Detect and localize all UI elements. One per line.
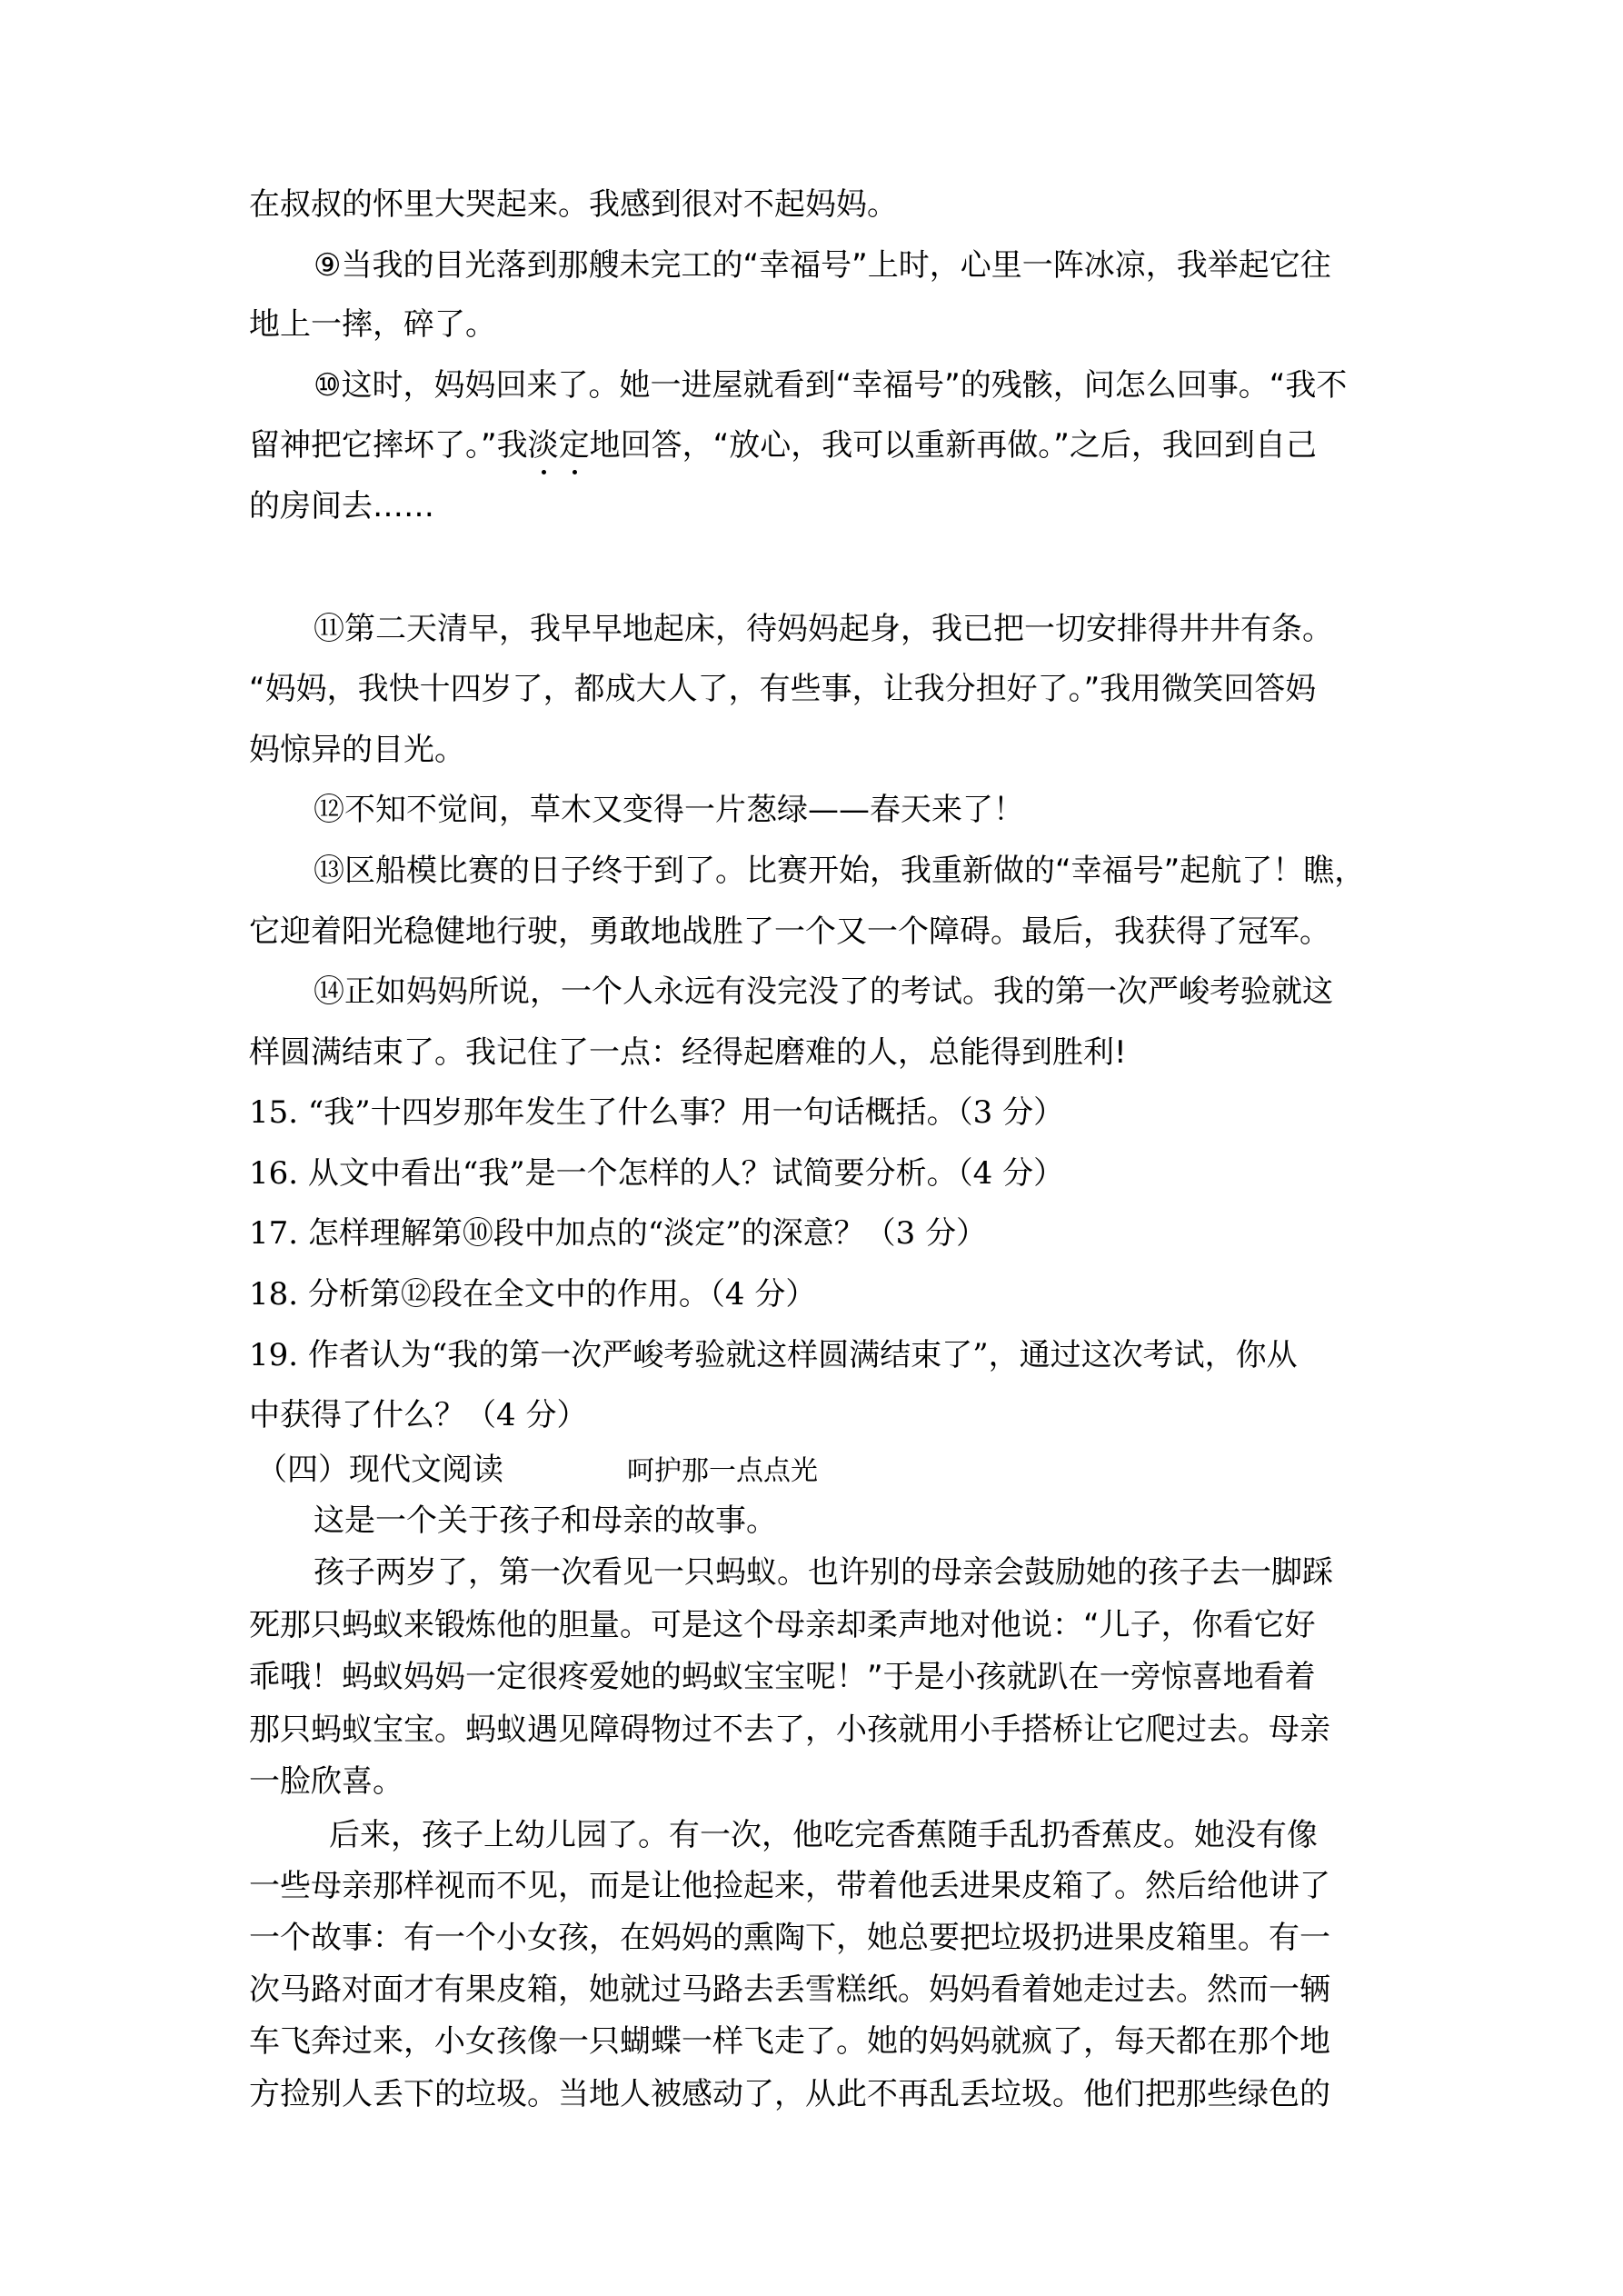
paragraph-13-line: ⑬区船模比赛的日子终于到了。比赛开始，我重新做的“幸福号”起航了！瞧， (314, 853, 1366, 889)
paragraph-9-line: 地上一摔，碎了。 (249, 306, 496, 343)
question-19-line: 19. 作者认为“我的第一次严峻考验就这样圆满结束了”，通过这次考试，你从 (249, 1337, 1298, 1373)
paragraph-12-line: ⑫不知不觉间，草木又变得一片葱绿——春天来了！ (314, 792, 1024, 828)
paragraph-11-line: ⑪第二天清早，我早早地起床，待妈妈起身，我已把一切安排得井井有条。 (314, 611, 1333, 647)
reading-line: 那只蚂蚁宝宝。蚂蚁遇见障碍物过不去了，小孩就用小手搭桥让它爬过去。母亲 (249, 1712, 1330, 1748)
reading-line: 车飞奔过来，小女孩像一只蝴蝶一样飞走了。她的妈妈就疯了，每天都在那个地 (249, 2023, 1330, 2060)
text-segment: 地回答，“放心，我可以重新再做。”之后，我回到自己 (589, 427, 1317, 464)
reading-line: 乖哦！蚂蚁妈妈一定很疼爱她的蚂蚁宝宝呢！”于是小孩就趴在一旁惊喜地看着 (249, 1659, 1316, 1695)
question-17: 17. 怎样理解第⑩段中加点的“淡定”的深意？（3 分） (249, 1215, 988, 1252)
reading-line: 一些母亲那样视而不见，而是让他捡起来，带着他丢进果皮箱了。然后给他讲了 (249, 1868, 1330, 1904)
emphasis-dot-char: 淡 (527, 427, 559, 464)
reading-line: 一脸欣喜。 (249, 1763, 403, 1800)
reading-line: 这是一个关于孩子和母亲的故事。 (314, 1502, 777, 1539)
reading-line: 次马路对面才有果皮箱，她就过马路去丢雪糕纸。妈妈看着她走过去。然而一辆 (249, 1972, 1330, 2008)
reading-line: 一个故事：有一个小女孩，在妈妈的熏陶下，她总要把垃圾扔进果皮箱里。有一 (249, 1920, 1330, 1956)
paragraph-9-line: ⑨当我的目光落到那艘未完工的“幸福号”上时，心里一阵冰凉，我举起它往 (314, 247, 1331, 284)
reading-line: 死那只蚂蚁来锻炼他的胆量。可是这个母亲却柔声地对他说：“儿子，你看它好 (249, 1607, 1316, 1643)
question-15: 15. “我”十四岁那年发生了什么事？用一句话概括。（3 分） (249, 1094, 1065, 1131)
paragraph-11-line: 妈惊异的目光。 (249, 732, 465, 768)
question-16: 16. 从文中看出“我”是一个怎样的人？试简要分析。（4 分） (249, 1155, 1065, 1192)
reading-title: 呵护那一点点光 (627, 1455, 818, 1487)
text-segment: 留神把它摔坏了。”我 (249, 427, 528, 464)
paragraph-14-line: 样圆满结束了。我记住了一点：经得起磨难的人，总能得到胜利! (249, 1034, 1127, 1071)
paragraph-10-line: 的房间去…… (249, 488, 434, 524)
paragraph-14-line: ⑭正如妈妈所说，一个人永远有没完没了的考试。我的第一次严峻考验就这 (314, 973, 1333, 1010)
paragraph-11-line: “妈妈，我快十四岁了，都成大人了，有些事，让我分担好了。”我用微笑回答妈 (249, 671, 1317, 707)
paragraph-13-line: 它迎着阳光稳健地行驶，勇敢地战胜了一个又一个障碍。最后，我获得了冠军。 (249, 913, 1330, 950)
question-19-line: 中获得了什么？（4 分） (249, 1397, 588, 1433)
emphasis-dot-char: 定 (558, 427, 590, 464)
paragraph-10-line (249, 427, 1317, 464)
question-18: 18. 分析第⑫段在全文中的作用。（4 分） (249, 1276, 817, 1313)
paragraph-10-line: ⑩这时，妈妈回来了。她一进屋就看到“幸福号”的残骸，问怎么回事。“我不 (314, 367, 1348, 404)
section-heading: （四）现代文阅读 (256, 1452, 503, 1488)
reading-line: 方捡别人丢下的垃圾。当地人被感动了，从此不再乱丢垃圾。他们把那些绿色的 (249, 2076, 1330, 2112)
reading-line: 孩子两岁了，第一次看见一只蚂蚁。也许别的母亲会鼓励她的孩子去一脚踩 (314, 1554, 1333, 1591)
reading-line: 后来，孩子上幼儿园了。有一次，他吃完香蕉随手乱扔香蕉皮。她没有像 (329, 1817, 1318, 1853)
paragraph-line: 在叔叔的怀里大哭起来。我感到很对不起妈妈。 (249, 186, 898, 223)
